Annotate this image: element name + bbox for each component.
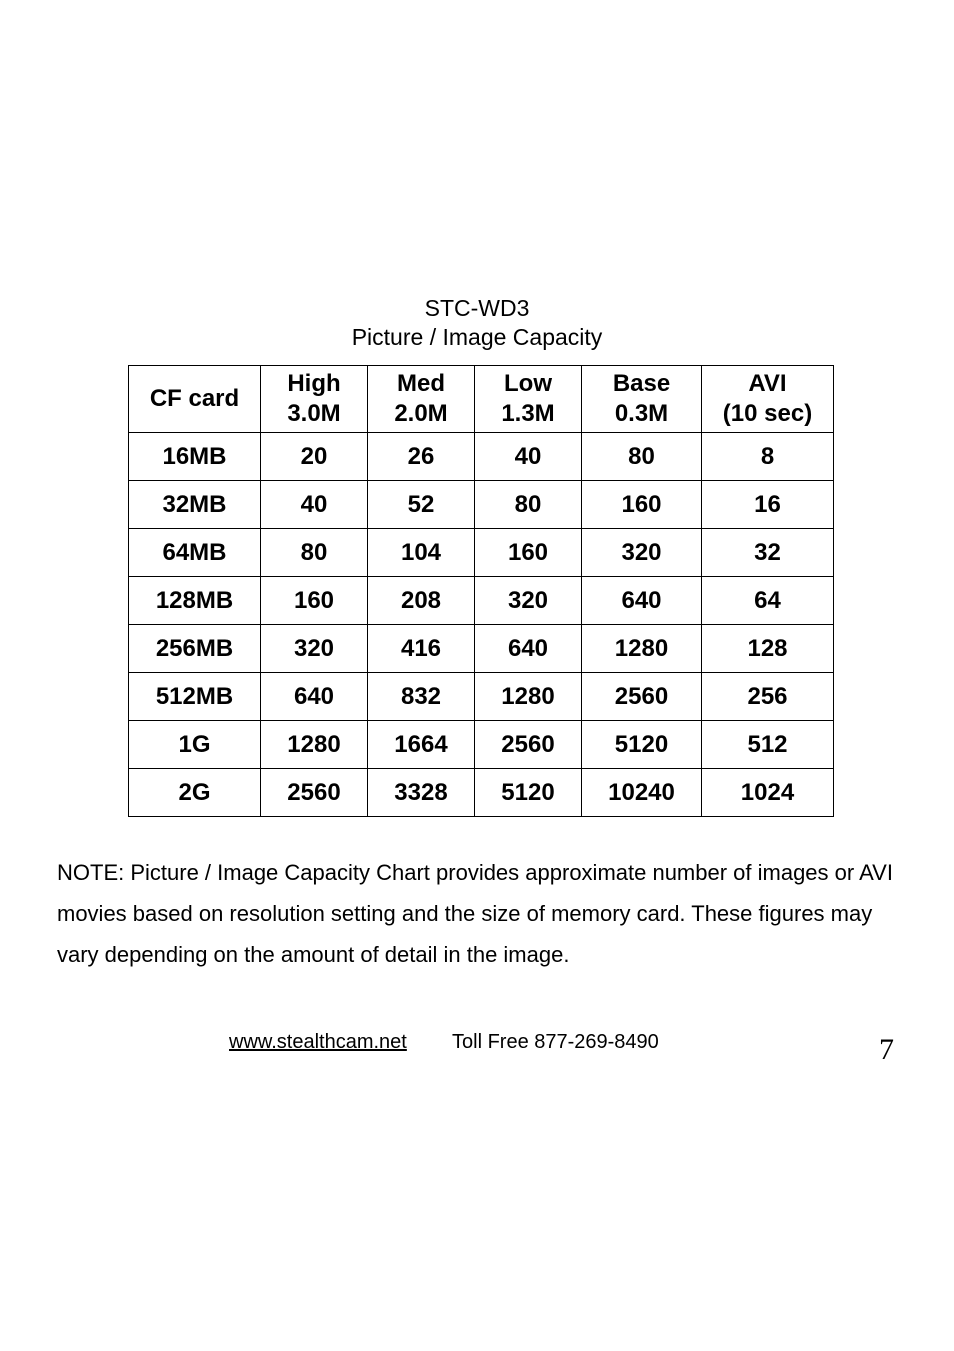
capacity-cell: 2560 (475, 721, 582, 769)
table-row (129, 721, 834, 769)
table-header-row (129, 366, 834, 433)
header-high: High 3.0M (261, 366, 368, 433)
header-avi: AVI (10 sec) (702, 366, 834, 433)
capacity-cell: 40 (475, 433, 582, 481)
cf-card-size-cell: 16MB (129, 433, 261, 481)
cf-card-size-cell: 64MB (129, 529, 261, 577)
capacity-cell: 320 (582, 529, 702, 577)
header-med: Med 2.0M (368, 366, 475, 433)
capacity-cell: 5120 (582, 721, 702, 769)
table-row (129, 769, 834, 817)
document-title: STC-WD3 (424, 295, 530, 321)
capacity-cell: 16 (702, 481, 834, 529)
capacity-cell: 2560 (261, 769, 368, 817)
capacity-cell: 320 (475, 577, 582, 625)
capacity-cell: 8 (702, 433, 834, 481)
capacity-cell: 32 (702, 529, 834, 577)
cf-card-size-cell: 32MB (129, 481, 261, 529)
cf-card-size-cell: 1G (129, 721, 261, 769)
header-base: Base 0.3M (582, 366, 702, 433)
table-row (129, 673, 834, 721)
capacity-cell: 640 (582, 577, 702, 625)
cf-card-size-cell: 512MB (129, 673, 261, 721)
table-row (129, 433, 834, 481)
cf-card-size-cell: 128MB (129, 577, 261, 625)
table-row (129, 529, 834, 577)
toll-free-phone: Toll Free 877-269-8490 (452, 1031, 659, 1053)
capacity-cell: 128 (702, 625, 834, 673)
capacity-cell: 832 (368, 673, 475, 721)
capacity-cell: 64 (702, 577, 834, 625)
capacity-cell: 80 (582, 433, 702, 481)
capacity-cell: 320 (261, 625, 368, 673)
capacity-cell: 80 (261, 529, 368, 577)
capacity-cell: 1280 (475, 673, 582, 721)
capacity-cell: 1280 (582, 625, 702, 673)
capacity-cell: 640 (475, 625, 582, 673)
capacity-cell: 416 (368, 625, 475, 673)
capacity-cell: 160 (582, 481, 702, 529)
document-subtitle: Picture / Image Capacity (351, 324, 603, 350)
capacity-cell: 1280 (261, 721, 368, 769)
capacity-cell: 1024 (702, 769, 834, 817)
capacity-cell: 512 (702, 721, 834, 769)
website-link[interactable]: www.stealthcam.net (229, 1031, 407, 1053)
capacity-cell: 10240 (582, 769, 702, 817)
capacity-cell: 640 (261, 673, 368, 721)
header-cf-card: CF card (129, 366, 261, 433)
cf-card-size-cell: 2G (129, 769, 261, 817)
capacity-cell: 80 (475, 481, 582, 529)
page-number: 7 (879, 1033, 894, 1066)
capacity-cell: 2560 (582, 673, 702, 721)
cf-card-size-cell: 256MB (129, 625, 261, 673)
capacity-cell: 208 (368, 577, 475, 625)
table-row (129, 577, 834, 625)
capacity-cell: 1664 (368, 721, 475, 769)
capacity-cell: 52 (368, 481, 475, 529)
table-body (129, 433, 834, 817)
capacity-cell: 40 (261, 481, 368, 529)
capacity-cell: 5120 (475, 769, 582, 817)
capacity-cell: 160 (261, 577, 368, 625)
capacity-cell: 26 (368, 433, 475, 481)
capacity-cell: 104 (368, 529, 475, 577)
header-low: Low 1.3M (475, 366, 582, 433)
capacity-cell: 256 (702, 673, 834, 721)
capacity-table (128, 365, 834, 817)
table-row (129, 625, 834, 673)
table-row (129, 481, 834, 529)
capacity-cell: 3328 (368, 769, 475, 817)
capacity-cell: 20 (261, 433, 368, 481)
capacity-note: NOTE: Picture / Image Capacity Chart provides approximate number of images or AVI movies based on resolution setting and the size of memory card. These figures may vary depending on the amount of detail in the image. (57, 860, 893, 967)
capacity-cell: 160 (475, 529, 582, 577)
